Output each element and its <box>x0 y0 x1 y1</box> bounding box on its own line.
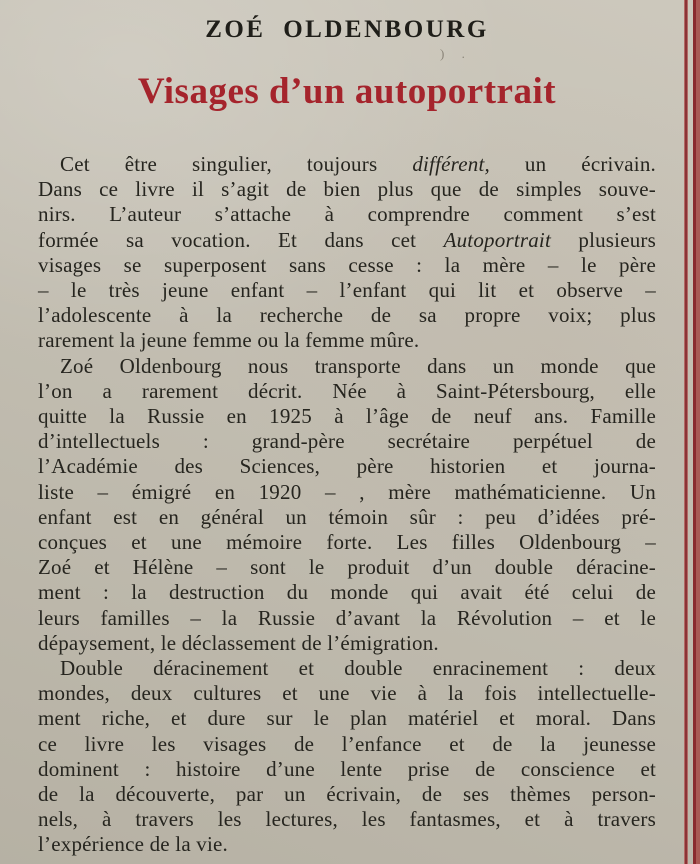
text-segment: l’Académie des Sciences, père historien et journa- <box>38 454 656 479</box>
text-segment: nels, à travers les lectures, les fantasmes, et à travers <box>38 807 656 832</box>
text-line <box>38 404 656 429</box>
text-segment: quitte la Russie en 1925 à l’âge de neuf ans. Famille <box>38 404 656 429</box>
paragraph <box>38 354 656 656</box>
text-segment: – le très jeune enfant – l’enfant qui lit et observe – <box>38 278 656 303</box>
text-line <box>38 631 656 656</box>
text-line <box>38 454 656 479</box>
text-segment: un écrivain. <box>489 152 656 176</box>
text-segment: d’intellectuels : grand-père secrétaire perpétuel de <box>38 429 656 454</box>
italic-text: différent, <box>412 152 490 176</box>
book-title: Visages d’un autoportrait <box>137 71 557 112</box>
text-line <box>38 429 656 454</box>
text-segment: ce livre les visages de l’enfance et de la jeunesse <box>38 731 656 756</box>
text-segment: mondes, deux cultures et une vie à la fois intellectuelle- <box>38 681 656 706</box>
text-line <box>38 152 656 177</box>
text-segment: Zoé Oldenbourg nous transporte dans un monde que <box>60 353 656 378</box>
text-segment: de la découverte, par un écrivain, de ses thèmes person- <box>38 782 656 807</box>
text-line <box>38 379 656 404</box>
text-segment: l’on a rarement décrit. Née à Saint-Pétersbourg, elle <box>38 378 656 403</box>
text-line <box>38 681 656 706</box>
text-segment: leurs familles – la Russie d’avant la Révolution – et le <box>38 605 656 630</box>
text-line <box>38 832 656 857</box>
paragraph <box>38 152 656 354</box>
text-segment: nirs. L’auteur s’attache à comprendre comment s’est <box>38 202 656 227</box>
text-segment: dépaysement, le déclassement de l’émigration. <box>38 630 439 655</box>
italic-text: Autoportrait <box>443 227 551 252</box>
author-name: ZOÉ OLDENBOURG <box>205 16 489 43</box>
text-line <box>38 505 656 530</box>
text-line <box>38 706 656 731</box>
text-line <box>38 278 656 303</box>
text-segment: l’expérience de la vie. <box>38 832 228 857</box>
text-segment: enfant est en général un témoin sûr : peu d’idées pré- <box>38 504 656 529</box>
text-segment: plusieurs <box>551 227 656 252</box>
text-segment: ment riche, et dure sur le plan matériel et moral. Dans <box>38 706 656 731</box>
text-line <box>38 354 656 379</box>
text-segment: l’adolescente à la recherche de sa propre voix; plus <box>38 303 656 328</box>
text-line <box>38 328 656 353</box>
text-segment: ment : la destruction du monde qui avait été celui de <box>38 580 656 605</box>
text-line <box>38 782 656 807</box>
text-line <box>38 202 656 227</box>
text-line <box>38 228 656 253</box>
text-segment: conçues et une mémoire forte. Les filles Oldenbourg – <box>38 530 656 555</box>
text-segment: Dans ce livre il s’agit de bien plus que de simples souve- <box>38 177 656 202</box>
text-line <box>38 555 656 580</box>
text-segment: Zoé et Hélène – sont le produit d’un double déracine- <box>38 555 656 580</box>
text-segment: Cet être singulier, toujours <box>60 152 413 176</box>
text-line <box>38 606 656 631</box>
text-line <box>38 807 656 832</box>
text-line <box>38 757 656 782</box>
text-line <box>38 177 656 202</box>
blurb-text <box>38 152 656 858</box>
text-segment: Double déracinement et double enracinement : deux <box>60 656 656 681</box>
text-line <box>38 580 656 605</box>
text-line <box>38 656 656 681</box>
text-line <box>38 732 656 757</box>
text-segment: formée sa vocation. Et dans cet <box>38 227 444 252</box>
text-line <box>38 480 656 505</box>
text-segment: rarement la jeune femme ou la femme mûre. <box>38 328 420 353</box>
paragraph <box>38 656 656 858</box>
text-segment: dominent : histoire d’une lente prise de conscience et <box>38 756 656 781</box>
text-line <box>38 253 656 278</box>
text-segment: liste – émigré en 1920 – , mère mathématicienne. Un <box>38 479 656 504</box>
text-line <box>38 530 656 555</box>
text-segment: visages se superposent sans cesse : la mère – le père <box>38 252 656 277</box>
print-artifact: ) . <box>440 46 472 61</box>
text-line <box>38 303 656 328</box>
